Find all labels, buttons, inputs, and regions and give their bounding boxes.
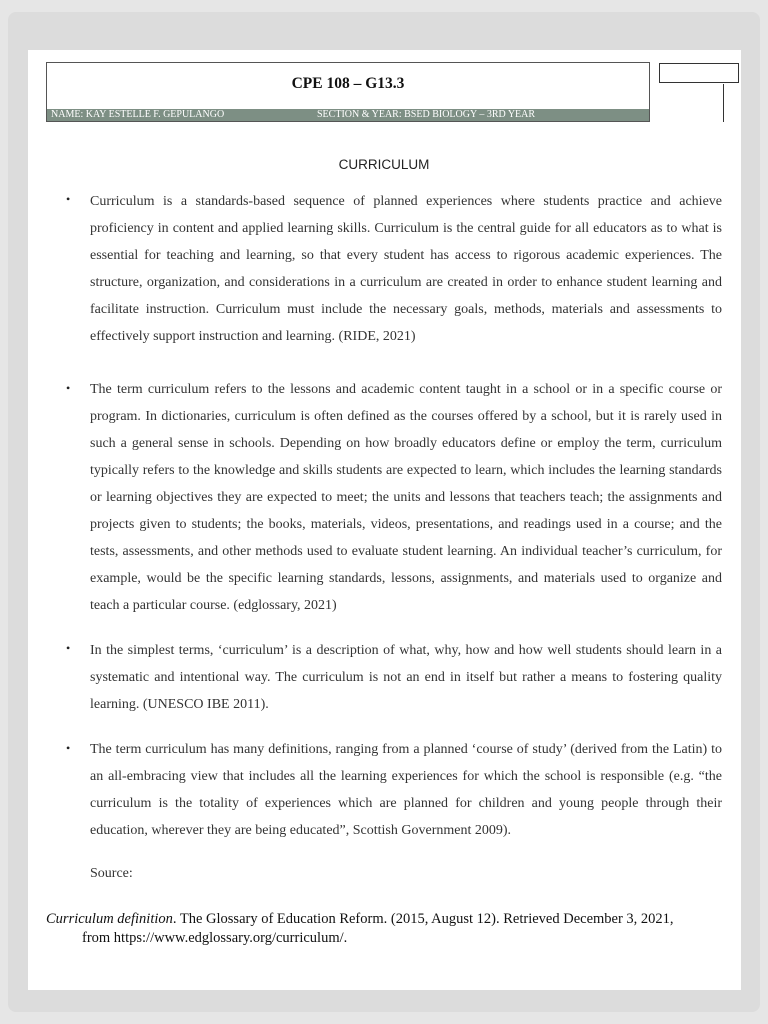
bullet-icon: •	[66, 741, 71, 755]
paragraph-2: The term curriculum refers to the lessons and academic content taught in a school or in a specific course or program. In dictionaries, curriculum is often defined as the courses offered by a school, but it is rarely used in such a general sense in schools. Depending on how broadly educators define or employ the term, curriculum typically refers to the knowledge and skills students are expected to learn, which includes the learning standards or learning objectives they are expected to meet; the units and lessons that teachers teach; the assignments and projects given to students; the books, materials, videos, presentations, and readings used in a course; and the tests, assessments, and other methods used to evaluate student learning. An individual teacher’s curriculum, for example, would be the specific learning standards, lessons, assignments, and materials used to organize and teach a particular course. (edglossary, 2021)	[90, 382, 722, 613]
paragraph-4: The term curriculum has many definitions, ranging from a planned ‘course of study’ (derived from the Latin) to an all-embracing view that includes all the learning experiences for which the school is responsible (e.g. “the curriculum is the totality of experiences which are planned for children and young people through their education, wherever they are being educated”, Scottish Government 2009).	[90, 742, 722, 838]
citation	[46, 910, 706, 948]
citation-url-line: from https://www.edglossary.org/curriculum/.	[82, 930, 348, 946]
course-title: CPE 108 – G13.3	[291, 75, 405, 92]
citation-details: . The Glossary of Education Reform. (2015, August 12). Retrieved December 3, 2021,	[172, 911, 674, 927]
document-heading: CURRICULUM	[338, 157, 430, 172]
paragraph-3: In the simplest terms, ‘curriculum’ is a description of what, why, how and how well students should learn in a systematic and intentional way. The curriculum is not an end in itself but rather a means to fostering quality learning. (UNESCO IBE 2011).	[90, 643, 722, 712]
score-box	[659, 63, 739, 83]
header-box	[46, 62, 650, 122]
citation-title: Curriculum definition	[46, 911, 173, 927]
student-info-bar	[47, 109, 649, 121]
score-box-line	[723, 84, 724, 122]
paragraph-1: Curriculum is a standards-based sequence of planned experiences where students practice and achieve proficiency in content and applied learning skills. Curriculum is the central guide for all educators as to what is essential for teaching and learning, so that every student has access to rigorous academic experiences. The structure, organization, and considerations in a curriculum are created in order to enhance student learning and facilitate instruction. Curriculum must include the necessary goals, methods, materials and assessments to effectively support instruction and learning. (RIDE, 2021)	[90, 194, 722, 344]
bullet-icon: •	[66, 641, 71, 655]
section-year: SECTION & YEAR: BSED BIOLOGY – 3RD YEAR	[317, 109, 536, 120]
student-name: NAME: KAY ESTELLE F. GEPULANGO	[51, 109, 225, 120]
bullet-icon: •	[66, 381, 71, 395]
source-label: Source:	[90, 866, 133, 881]
bullet-icon: •	[66, 192, 71, 206]
